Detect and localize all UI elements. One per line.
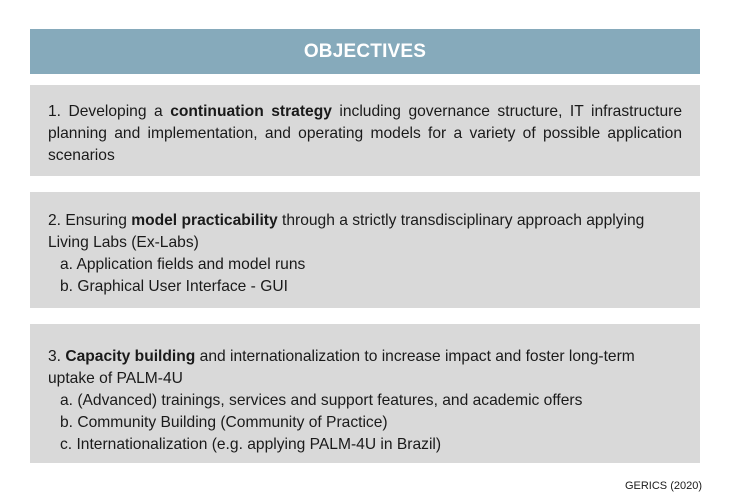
objective-text-1 <box>48 101 682 167</box>
objective-1-highlight: continuation strategy <box>170 103 332 120</box>
objective-3-highlight: Capacity building <box>65 348 196 365</box>
source-citation: GERICS (2020) <box>624 480 702 492</box>
objectives-header <box>30 29 700 74</box>
objective-2-prefix: 2. Ensuring <box>48 212 132 229</box>
objective-3-subitem: a. (Advanced) trainings, services and support features, and academic offers <box>60 392 583 409</box>
objective-2-highlight: model practicability <box>131 212 278 229</box>
objective-3-subitem: b. Community Building (Community of Practice) <box>60 414 388 431</box>
objective-3-subitem: c. Internationalization (e.g. applying PALM-4U in Brazil) <box>60 436 442 453</box>
objective-text-3 <box>48 346 682 390</box>
objective-box-2 <box>30 192 700 308</box>
objective-3-prefix: 3. <box>48 348 66 365</box>
page-title: OBJECTIVES <box>303 40 427 62</box>
objective-box-1 <box>30 85 700 176</box>
objective-text-2 <box>48 210 682 254</box>
objective-2-subitem: a. Application fields and model runs <box>60 256 306 273</box>
objective-1-suffix: including governance structure, IT infrastructure planning and implementation, and operating models for a variety of possible application scenarios <box>48 103 682 164</box>
objective-3-suffix: and internationalization to increase impact and foster long-term uptake of PALM-4U <box>48 348 635 387</box>
objective-2-subitem: b. Graphical User Interface - GUI <box>60 278 288 295</box>
objective-box-3 <box>30 324 700 463</box>
objective-2-suffix: through a strictly transdisciplinary approach applying Living Labs (Ex-Labs) <box>48 212 645 251</box>
objective-1-prefix: 1. Developing a <box>48 103 171 120</box>
